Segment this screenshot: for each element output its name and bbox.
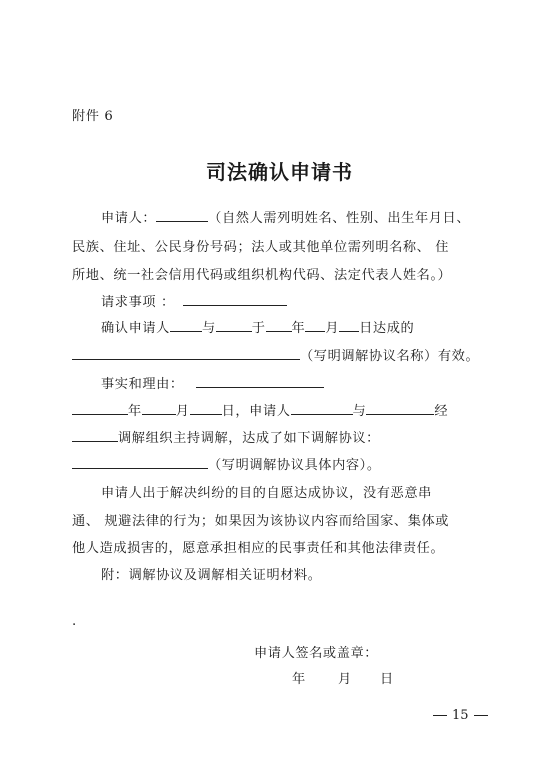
applicant-line-2: 民族、住址、公民身份号码；法人或其他单位需列明名称、 住 <box>72 240 450 255</box>
facts-blank-day <box>190 402 222 415</box>
applicant-line-3: 所地、统一社会信用代码或组织机构代码、法定代表人姓名。） <box>72 268 452 283</box>
mediation-line <box>72 427 380 446</box>
confirm-line <box>101 317 414 336</box>
mediation-org-blank <box>72 429 118 442</box>
page-number-value: 15 <box>452 708 469 723</box>
facts-blank <box>196 375 324 388</box>
page-title: 司法确认申请书 <box>206 160 353 184</box>
facts-day: 日，申请人 <box>221 404 291 419</box>
page-number-dash-left <box>433 715 447 716</box>
facts-with: 与 <box>352 404 367 419</box>
content-text: （写明调解协议具体内容）。 <box>208 458 381 473</box>
facts-date-line <box>72 400 448 419</box>
page-number-dash-right <box>474 715 488 716</box>
confirm-line-2 <box>72 345 479 364</box>
confirm-blank-2 <box>216 319 252 332</box>
agreement-name-blank <box>72 347 300 360</box>
confirm-text-7: （写明调解协议名称）有效。 <box>300 349 480 364</box>
facts-blank-applicant <box>291 402 353 415</box>
statement-line-1: 申请人出于解决纠纷的目的自愿达成协议，没有恶意串 <box>101 486 432 501</box>
confirm-text-1: 确认申请人 <box>101 321 170 336</box>
request-label: 请求事项 ： <box>101 295 175 310</box>
confirm-blank-day <box>339 319 359 332</box>
applicant-line <box>101 207 470 226</box>
applicant-blank <box>156 209 208 222</box>
page-number <box>428 708 493 723</box>
statement-line-3: 他人造成损害的，愿意承担相应的民事责任和其他法律责任。 <box>72 541 445 556</box>
facts-blank-party <box>366 402 434 415</box>
facts-blank-year <box>72 402 128 415</box>
confirm-blank-year <box>266 319 292 332</box>
signature-year: 年 <box>292 672 306 687</box>
confirm-text-2: 与 <box>201 321 216 336</box>
confirm-text-3: 于 <box>251 321 266 336</box>
confirm-text-5: 月 <box>325 321 340 336</box>
facts-line <box>101 373 324 392</box>
signature-label: 申请人签名或盖章： <box>254 646 379 661</box>
applicant-label: 申请人： <box>101 211 157 226</box>
facts-blank-month <box>142 402 176 415</box>
confirm-blank-1 <box>170 319 202 332</box>
confirm-blank-month <box>305 319 325 332</box>
statement-line-2: 通、 规避法律的行为；如果因为该协议内容而给国家、集体或 <box>72 514 450 529</box>
signature-month: 月 <box>338 672 352 687</box>
content-blank <box>72 456 208 469</box>
facts-month: 月 <box>175 404 190 419</box>
facts-year: 年 <box>128 404 142 419</box>
applicant-note: （自然人需列明姓名、性别、出生年月日、 <box>208 211 471 226</box>
request-blank <box>183 293 287 306</box>
attachment-note: 附：调解协议及调解相关证明材料。 <box>101 568 322 583</box>
stray-dot: . <box>72 614 77 629</box>
attachment-label: 附件 6 <box>72 109 114 124</box>
content-line <box>72 454 381 473</box>
facts-label: 事实和理由： <box>101 377 184 392</box>
request-line <box>101 291 287 310</box>
facts-via: 经 <box>434 404 449 419</box>
confirm-text-4: 年 <box>291 321 306 336</box>
signature-day: 日 <box>380 672 394 687</box>
mediation-text: 调解组织主持调解，达成了如下调解协议： <box>118 431 380 446</box>
confirm-text-6: 日达成的 <box>359 321 415 336</box>
